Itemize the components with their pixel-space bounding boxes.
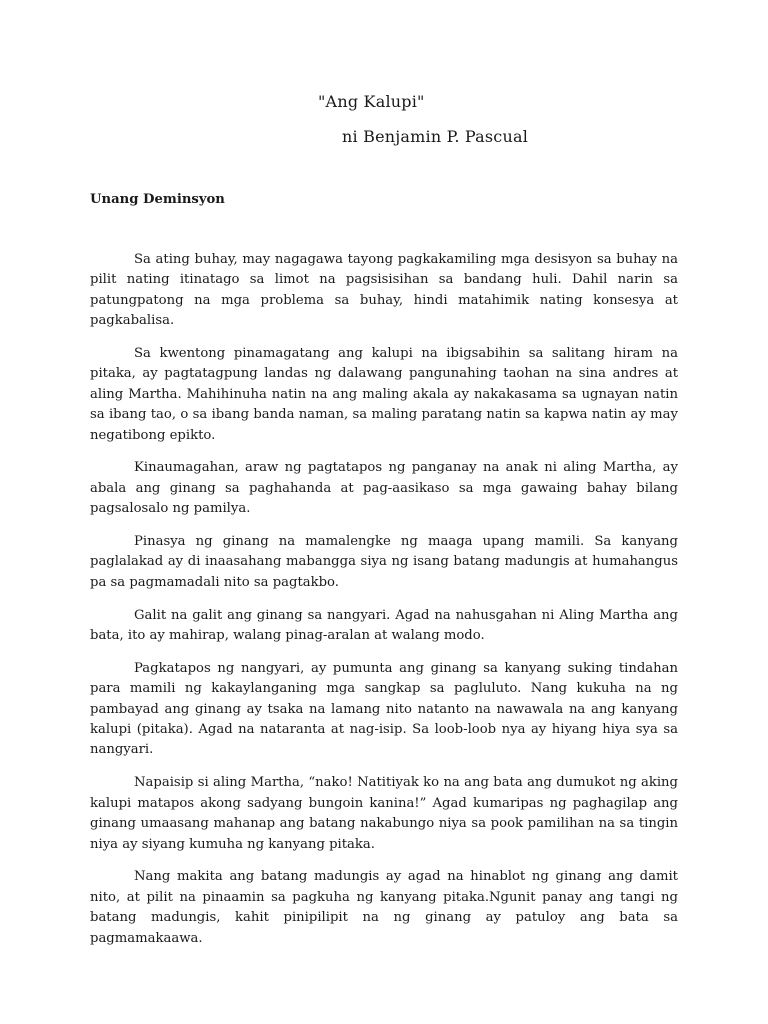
paragraph: Sa ating buhay, may nagagawa tayong pagkakamiling mga desisyon sa buhay na pilit nating itinatago sa limot na pagsisisihan sa bandang huli. Dahil narin sa patungpatong na mga problema sa buhay, hindi matahimik nating konsesya at pagkabalisa.: [90, 252, 678, 329]
paragraph: Napaisip si aling Martha, “nako! Natitiyak ko na ang bata ang dumukot ng aking kalupi matapos akong sadyang bungoin kanina!” Agad kumaripas ng paghagilap ang ginang umaasang mahanap ang batang nakabungo niya sa pook pamilihan na sa tingin niya ay siyang kumuha ng kanyang pitaka.: [90, 775, 678, 852]
paragraph: Pagkatapos ng nangyari, ay pumunta ang ginang sa kanyang suking tindahan para mamili ng kakaylanganing mga sangkap sa pagluluto. Nang kukuha na ng pambayad ang ginang ay tsaka na lamang nito natanto na nawawala na ang kanyang kalupi (pitaka). Agad na nataranta at nag-isip. Sa loob-loob nya ay hiyang hiya sya sa nangyari.: [90, 660, 678, 758]
body-text: [90, 250, 678, 961]
paragraph: Sa kwentong pinamagatang ang kalupi na ibigsabihin sa salitang hiram na pitaka, ay pagtatagpung landas ng dalawang pangunahing taohan na sina andres at aling Martha. Mahihinuha natin na ang maling akala ay nakakasama sa ugnayan natin sa ibang tao, o sa ibang banda naman, sa maling paratang natin sa kapwa natin ay may negatibong epikto.: [90, 346, 678, 443]
paragraph: Galit na galit ang ginang sa nangyari. Agad na nahusgahan ni Aling Martha ang bata, ito ay mahirap, walang pinag-aralan at walang modo.: [90, 607, 678, 644]
paragraph: Pinasya ng ginang na mamalengke ng maaga upang mamili. Sa kanyang paglalakad ay di inaasahang mabangga siya ng isang batang madungis at humahangus pa sa pagmamadali nito sa pagtakbo.: [90, 534, 678, 590]
author-line: ni Benjamin P. Pascual: [342, 127, 529, 146]
paragraph: Kinaumagahan, araw ng pagtatapos ng panganay na anak ni aling Martha, ay abala ang ginang sa paghahanda at pag-aasikaso sa mga gawaing bahay bilang pagsalosalo ng pamilya.: [90, 460, 678, 517]
paragraph: Nang makita ang batang madungis ay agad na hinablot ng ginang ang damit nito, at pilit na pinaamin sa pagkuha ng kanyang pitaka.Ngunit panay ang tangi ng batang madungis, kahit pinipilipit na ng ginang ay patuloy ang bata sa pagmamakaawa.: [90, 869, 678, 946]
section-heading: Unang Deminsyon: [90, 192, 225, 207]
document-title: "Ang Kalupi": [318, 92, 425, 111]
